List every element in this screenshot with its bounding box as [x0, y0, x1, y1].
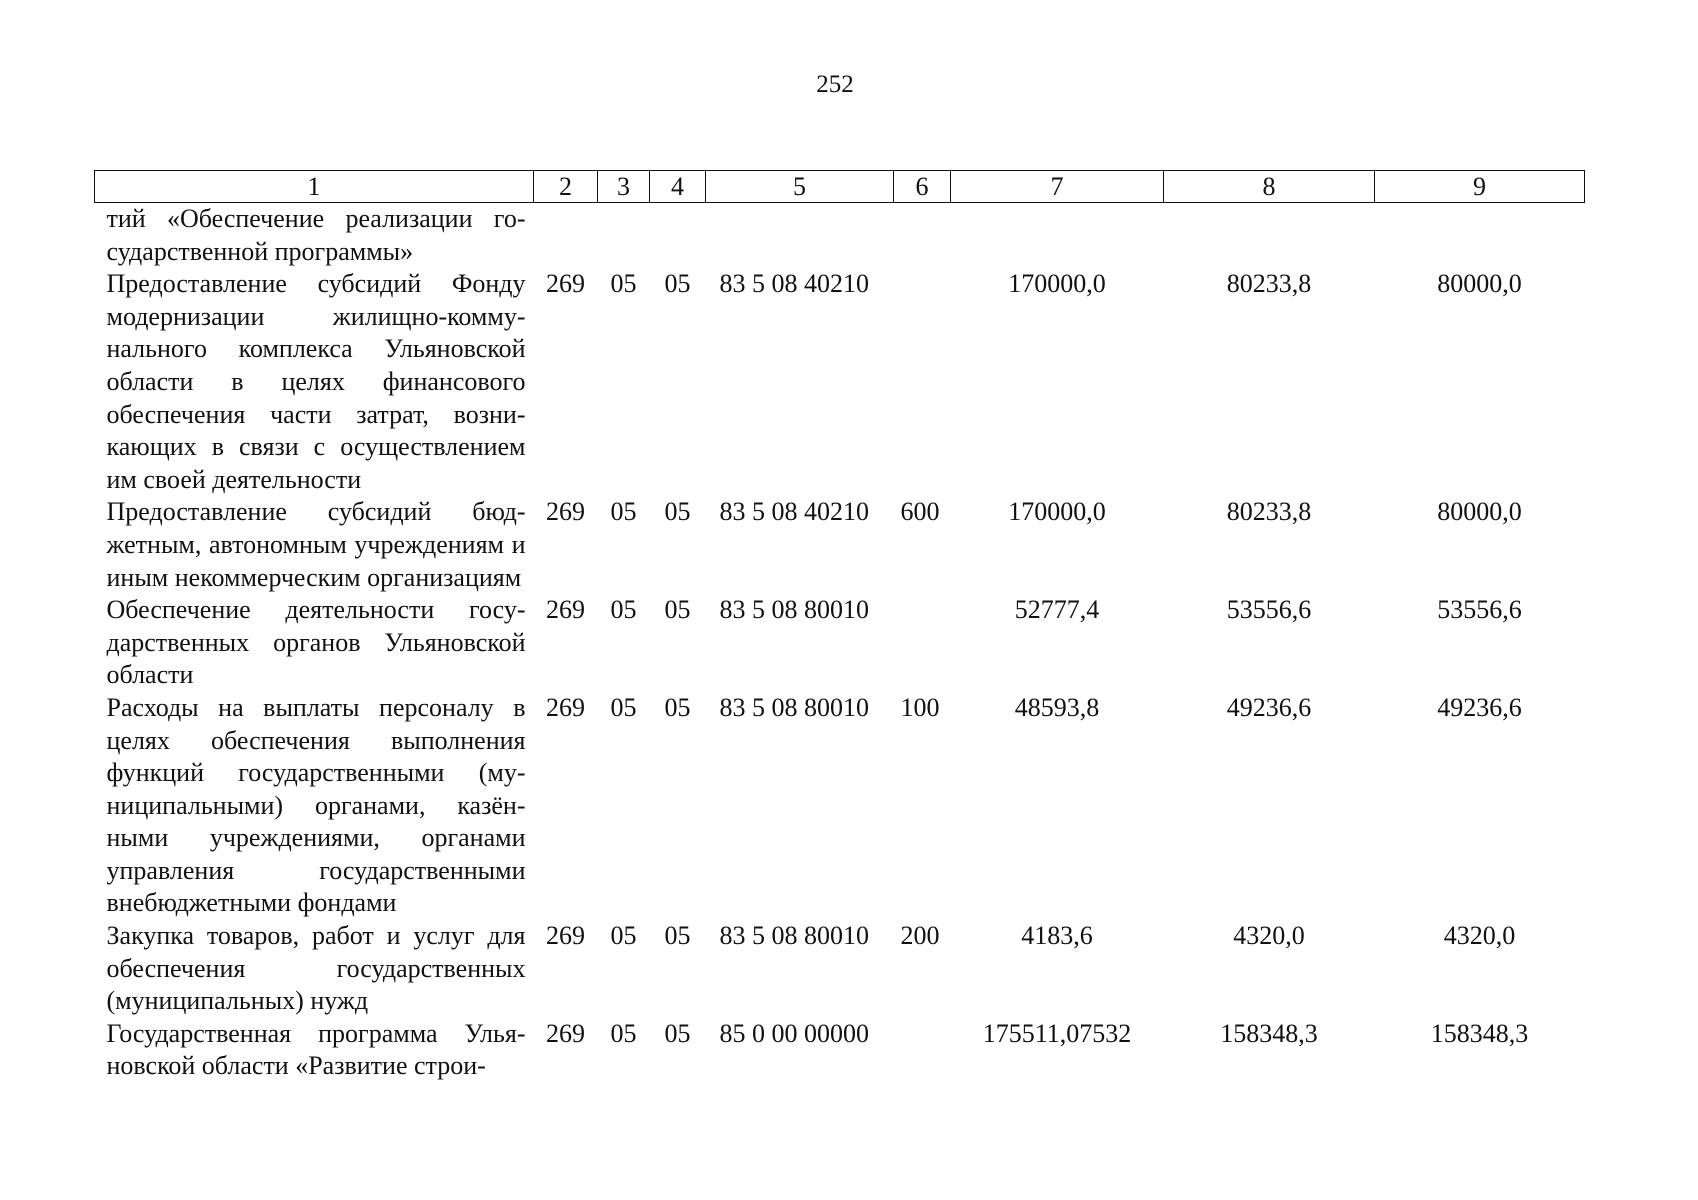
- row-description: Расходы на выплаты персоналу в целях обеспечения выполнения функций государственными (муниципальными) органами, казёнными учреждениями, органами управления государственными внебюджетными фондами: [106, 692, 526, 918]
- section-code: 05: [610, 1018, 637, 1048]
- amount-col-7: 170000,0: [1008, 269, 1106, 299]
- column-header: 1: [95, 171, 534, 203]
- table-row: [95, 594, 1585, 692]
- amount-col-8: 80233,8: [1226, 497, 1312, 527]
- section-code: 05: [610, 269, 637, 299]
- row-description: тий «Обеспечение реализации государственной программы»: [106, 204, 526, 266]
- amount-col-7: 170000,0: [1008, 497, 1106, 527]
- target-article-code: 83 5 08 40210: [719, 497, 869, 527]
- budget-table: [94, 170, 1585, 1083]
- expense-type-code: [894, 594, 951, 692]
- column-header: 7: [951, 171, 1164, 203]
- target-article-code: 83 5 08 80010: [719, 595, 869, 625]
- amount-col-8: 53556,6: [1226, 595, 1312, 625]
- amount-col-7: 4183,6: [1021, 921, 1093, 951]
- target-article-code: 83 5 08 80010: [719, 921, 869, 951]
- table-row: [95, 268, 1585, 496]
- subsection-code: 05: [664, 692, 691, 722]
- column-header: 3: [598, 171, 650, 203]
- amount-col-9: 80000,0: [1437, 497, 1522, 527]
- amount-col-7: 48593,8: [1014, 692, 1100, 722]
- target-article-code: 83 5 08 80010: [719, 692, 869, 722]
- ministry-code: 269: [546, 921, 585, 951]
- section-code: 05: [610, 921, 637, 951]
- expense-type-code: [894, 268, 951, 496]
- section-code: 05: [610, 692, 637, 722]
- amount-col-8: 80233,8: [1226, 269, 1312, 299]
- row-description: Закупка товаров, работ и услуг для обеспечения государственных (муниципальных) нужд: [106, 921, 526, 1016]
- table-row: [95, 692, 1585, 920]
- subsection-code: 05: [664, 269, 691, 299]
- section-code: 05: [610, 595, 637, 625]
- subsection-code: [650, 203, 706, 269]
- row-description: Государственная программа Ульяновской области «Развитие строи-: [106, 1018, 526, 1081]
- row-description: Предоставление субсидий Фонду модернизации жилищно-коммунального комплекса Ульяновской области в целях финансового обеспечения части затрат, возникающих в связи с осуществлением им своей деятельности: [106, 269, 526, 494]
- amount-col-9: [1375, 203, 1585, 269]
- table-row: [95, 496, 1585, 594]
- ministry-code: 269: [546, 595, 585, 625]
- section-code: [598, 203, 650, 269]
- expense-type-code: 600: [900, 497, 940, 527]
- table-row: [95, 1018, 1585, 1083]
- ministry-code: 269: [546, 497, 585, 527]
- amount-col-9: 158348,3: [1430, 1018, 1529, 1048]
- amount-col-9: 53556,6: [1437, 595, 1522, 625]
- subsection-code: 05: [664, 595, 691, 625]
- row-description: Обеспечение деятельности государственных органов Ульяновской области: [106, 595, 526, 690]
- amount-col-8: 158348,3: [1220, 1018, 1318, 1048]
- table-row: [95, 203, 1585, 269]
- amount-col-8: 49236,6: [1226, 692, 1312, 722]
- expense-type-code: [894, 203, 951, 269]
- ministry-code: 269: [546, 1018, 585, 1048]
- row-description: Предоставление субсидий бюджетным, автономным учреждениям и иным некоммерческим организациям: [106, 497, 526, 592]
- target-article-code: [706, 203, 894, 269]
- section-code: 05: [610, 497, 637, 527]
- amount-col-7: 175511,07532: [982, 1018, 1132, 1048]
- column-header: 5: [706, 171, 894, 203]
- amount-col-9: 80000,0: [1437, 269, 1522, 299]
- column-header: 4: [650, 171, 706, 203]
- target-article-code: 85 0 00 00000: [719, 1018, 869, 1048]
- amount-col-8: 4320,0: [1233, 921, 1305, 951]
- expense-type-code: 200: [900, 921, 940, 951]
- column-header: 9: [1375, 171, 1585, 203]
- amount-col-9: 4320,0: [1443, 921, 1516, 951]
- target-article-code: 83 5 08 40210: [719, 269, 869, 299]
- subsection-code: 05: [664, 1018, 691, 1048]
- amount-col-7: 52777,4: [1014, 595, 1100, 625]
- ministry-code: [534, 203, 598, 269]
- amount-col-8: [1164, 203, 1375, 269]
- table-row: [95, 920, 1585, 1018]
- column-header: 6: [894, 171, 951, 203]
- ministry-code: 269: [546, 269, 585, 299]
- amount-col-9: 49236,6: [1437, 692, 1522, 722]
- column-header: 2: [534, 171, 598, 203]
- subsection-code: 05: [664, 497, 691, 527]
- expense-type-code: 100: [900, 692, 940, 722]
- ministry-code: 269: [546, 692, 585, 722]
- table-header-row: [95, 171, 1585, 203]
- expense-type-code: [894, 1018, 951, 1083]
- subsection-code: 05: [664, 921, 691, 951]
- page-number: 252: [816, 71, 854, 98]
- amount-col-7: [951, 203, 1164, 269]
- column-header: 8: [1164, 171, 1375, 203]
